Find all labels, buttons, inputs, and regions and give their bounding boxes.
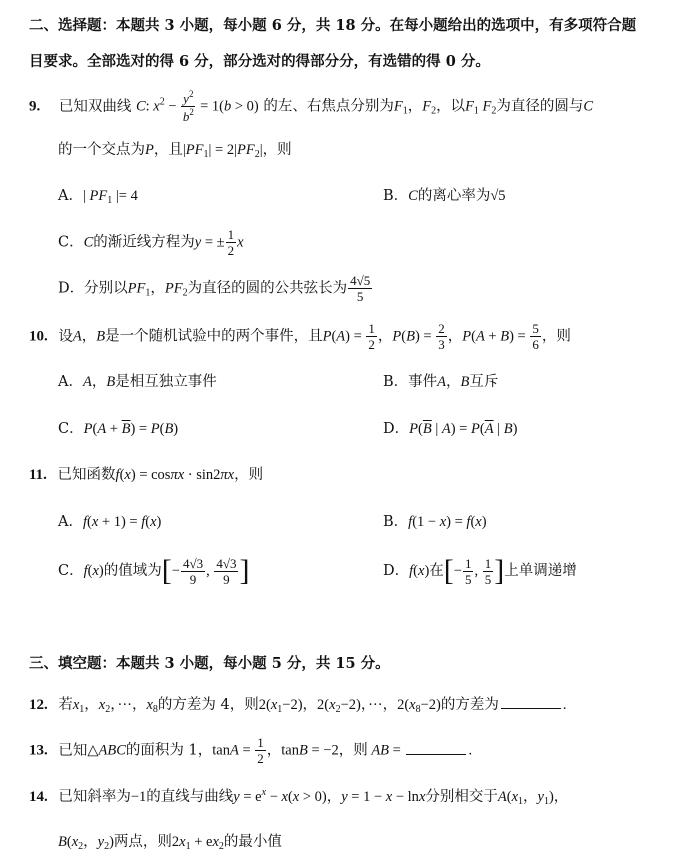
option-text: 的值域为 (103, 563, 162, 579)
option-text: 上单调递增 (504, 563, 577, 579)
q9-text: 的一个交点为 (58, 142, 145, 158)
q12-text: 若 (58, 697, 73, 713)
q9-option-c[interactable]: C．C的渐近线方程为y = ± $\frac{1}{2}$ x (58, 227, 244, 258)
option-text: 为直径的圆的公共弦长为 (187, 280, 348, 297)
answer-blank[interactable] (406, 742, 466, 755)
option-text: 的离心率为 (417, 188, 491, 204)
q12-text: 的方差为 4，则 (157, 697, 259, 713)
q10-text: 设 (58, 328, 73, 345)
question-9-stem: 9. 已知双曲线 C: $x^2$ − $\frac{y^2}{b^2}$ = 1(b > 0) 的左、右焦点分别为$F_1$，$F_2$，以$F_1$ $F_2$为直径的圆与C (29, 89, 594, 124)
section2-header-line2: 目要求。全部选对的得 6 分，部分选对的得部分分，有选错的得 0 分。 (29, 53, 490, 70)
question-14-stem: 14. 已知斜率为−1的直线与曲线$y = e^x - x(x > 0)$，y = 1 − x − lnx分别相交于$A(x_1$，$y_1$)， (29, 787, 569, 807)
option-label: C． (58, 563, 84, 579)
q9-text: ，以 (436, 98, 466, 115)
option-label: C． (58, 234, 84, 251)
q9-text: ，则 (262, 142, 292, 158)
option-label: A． (58, 514, 83, 530)
q14-text: ， (326, 789, 342, 805)
q13-text: 已知 (58, 742, 88, 759)
question-14-stem-line2: $B(x_2$，$y_2$)两点，则$2x_1 + ex_2$的最小值 (58, 834, 282, 852)
question-number: 14. (29, 789, 48, 805)
q10-option-d[interactable]: D．$P(\overline{B}$ | $A) = P(\overline{A}$ | B) (383, 421, 518, 437)
q9-text: ，且 (153, 142, 183, 158)
option-text: 的渐近线方程为 (93, 234, 195, 251)
q14-text: 的直线与曲线 (146, 789, 234, 805)
q12-text: 的方差为 (440, 697, 499, 713)
question-number: 12. (29, 697, 48, 713)
option-label: B． (383, 188, 409, 204)
q11-option-d[interactable]: D．f(x)在[− $\frac{1}{5}$ , $\frac{1}{5}$ ]上单调递增 (383, 554, 577, 587)
q11-text: ，则 (234, 467, 264, 483)
option-text: 在 (429, 563, 444, 579)
option-label: C． (58, 421, 84, 437)
q10-option-b[interactable]: B．事件A，B互斥 (383, 374, 499, 390)
option-label: D． (383, 563, 410, 579)
section2-header-line1: 二、选择题：本题共 3 小题，每小题 6 分，共 18 分。在每小题给出的选项中，有多项符合题 (29, 17, 637, 34)
question-number: 13. (29, 742, 48, 759)
fraction: $\frac{y^2}{b^2}$ (182, 89, 194, 124)
option-label: D．分别以 (58, 280, 128, 297)
option-label: A． (58, 374, 83, 390)
option-label: B． (383, 514, 409, 530)
section3-header: 三、填空题：本题共 3 小题，每小题 5 分，共 15 分。 (29, 655, 390, 672)
q14-text: 的最小值 (223, 834, 282, 850)
option-label: A． (58, 188, 83, 204)
question-9-stem-line2: 的一个交点为P，且$|PF_1| = 2|PF_2|$，则 (58, 142, 292, 160)
q11-option-b[interactable]: B．f(1 − x) = f(x) (383, 514, 487, 530)
answer-blank[interactable] (501, 696, 561, 709)
question-11-stem: 11. 已知函数f(x) = cosπx · sin2πx，则 (29, 467, 264, 483)
option-label: D． (383, 421, 410, 437)
q9-option-b[interactable]: B．C的离心率为√5 (383, 188, 506, 204)
q10-text: 是一个随机试验中的两个事件，且 (105, 328, 323, 345)
question-12-stem: 12. 若$x_1$，$x_2$，···，$x_8$的方差为 4，则$2(x_1-2)$，$2(x_2-2)$，···，$2(x_8-2)$的方差为 . (29, 697, 567, 715)
q11-option-c[interactable]: C．f(x)的值域为[− $\frac{4√3}{9}$ , $\frac{4√3}{9}$ ] (58, 554, 250, 587)
question-number: 10. (29, 328, 48, 345)
q13-text: ，则 (338, 742, 368, 759)
option-text: 是相互独立事件 (115, 374, 217, 390)
q10-option-c[interactable]: C．$P(A + \overline{B}) = P(B)$ (58, 421, 179, 437)
q9-option-d[interactable]: D．分别以$PF_1$，$PF_2$为直径的圆的公共弦长为 $\frac{4√5}{5}$ (58, 273, 371, 304)
option-label: B．事件 (383, 374, 438, 390)
question-13-stem: 13. 已知△ABC的面积为 1，tanA = $\frac{1}{2}$ ，tanB = −2，则 AB = . (29, 735, 473, 766)
q9-text: 的左、右焦点分别为 (263, 98, 394, 115)
q14-text: 分别相交于 (425, 789, 498, 805)
q9-option-a[interactable]: A．| $PF_1$ |= 4 (58, 188, 138, 206)
q10-option-a[interactable]: A．A，B是相互独立事件 (58, 374, 217, 390)
q10-text: ，则 (541, 328, 571, 345)
q9-text: 已知双曲线 (58, 98, 132, 115)
question-number: 11. (29, 467, 47, 483)
q11-option-a[interactable]: A．f(x + 1) = f(x) (58, 514, 162, 530)
page-fade-overlay (290, 818, 410, 858)
q11-text: 已知函数 (57, 467, 116, 483)
question-10-stem: 10. 设A，B是一个随机试验中的两个事件，且P(A) = $\frac{1}{2}$ ，P(B) = $\frac{2}{3}$ ，P(A + B) = $\frac{5}{6}$ ，则 (29, 321, 571, 352)
q13-text: 的面积为 1， (125, 742, 213, 759)
option-text: 互斥 (469, 374, 499, 390)
q14-text: 两点，则 (113, 834, 172, 850)
q14-text: 已知斜率为 (58, 789, 131, 805)
q9-text: 为直径的圆与 (496, 98, 584, 115)
question-number: 9. (29, 98, 41, 115)
